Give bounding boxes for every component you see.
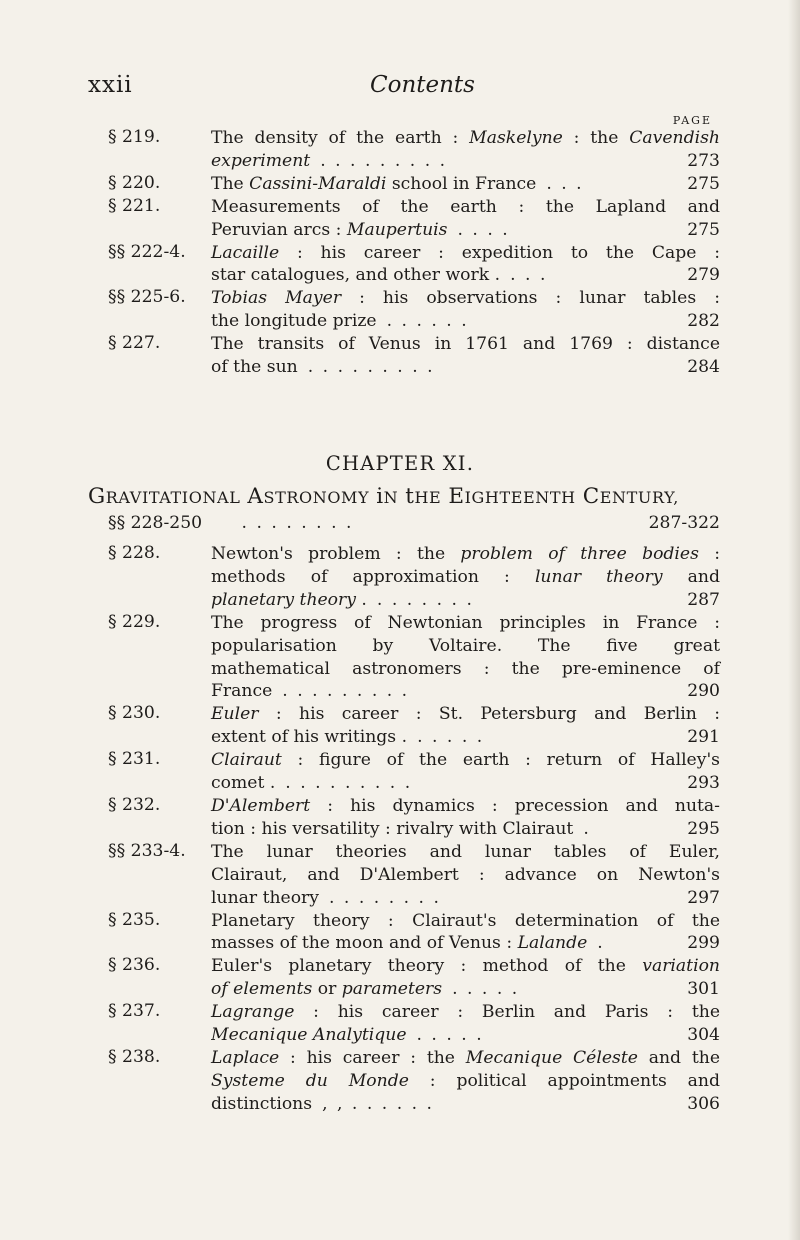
page-number: 273 (681, 150, 720, 173)
page-number: 297 (681, 887, 720, 910)
page-folio: xxii (88, 72, 133, 98)
leader-dots: . . . . . . . . . (285, 773, 413, 794)
entry-description (108, 703, 720, 749)
entry-description (108, 196, 720, 242)
entry-line-text: tion : his versatility : rivalry with Clairaut (211, 818, 574, 839)
leader-dots: . . . . . (416, 1025, 484, 1046)
leader-dots: . . . . . . . . . (320, 150, 448, 171)
section-number: § 237. (108, 1001, 161, 1022)
chapter-heading: CHAPTER XI. (325, 452, 475, 475)
entry-line-text: The transits of Venus in 1761 and 1769 : distance (211, 334, 720, 355)
entry-line (211, 795, 720, 818)
entry-line-text: distinctions (211, 1093, 313, 1114)
toc-entry (108, 703, 720, 749)
entry-description (108, 749, 720, 795)
section-number: § 236. (108, 955, 161, 976)
page-number: 293 (681, 772, 720, 795)
entry-line-text: D'Alembert : his dynamics : precession and nuta- (211, 795, 720, 816)
page-number: 282 (681, 310, 720, 333)
entry-line-text: extent of his writings . (211, 727, 408, 748)
entry-last-line (211, 887, 720, 910)
entry-last-line (211, 1093, 720, 1116)
section-number: § 221. (108, 195, 161, 216)
entry-line (211, 543, 720, 566)
entry-last-line (211, 680, 720, 703)
entry-last-line (211, 932, 720, 955)
entry-line (211, 287, 720, 310)
entry-last-line (211, 726, 720, 749)
entry-description (108, 955, 720, 1001)
entry-line-text: France (211, 681, 273, 702)
entry-line (211, 658, 720, 681)
entry-line (211, 333, 720, 356)
entry-description (108, 910, 720, 956)
toc-entry (108, 196, 720, 242)
entry-line (211, 910, 720, 933)
leader-dots: . . . (546, 173, 584, 194)
page-number: 295 (681, 818, 720, 841)
toc-entry (108, 841, 720, 910)
entry-line-text: popularisation by Voltaire. The five great (211, 635, 720, 656)
entry-line-text: mathematical astronomers : the pre-eminence of (211, 658, 720, 679)
entry-line-text: Tobias Mayer : his observations : lunar tables : (211, 288, 720, 309)
entry-description (108, 287, 720, 333)
section-number: § 230. (108, 703, 161, 724)
entry-description (108, 841, 720, 910)
entry-last-line (211, 589, 720, 612)
page-number: 304 (681, 1024, 720, 1047)
entry-last-line (211, 772, 720, 795)
toc-entry (108, 173, 720, 196)
entry-line (211, 864, 720, 887)
chapter-range (108, 513, 720, 533)
entry-line-text: Euler : his career : St. Petersburg and Berlin : (211, 704, 720, 725)
page-number: 275 (681, 173, 720, 196)
entry-line (211, 242, 720, 265)
page-edge (788, 0, 800, 1240)
toc-entry (108, 127, 720, 173)
section-number: §§ 222-4. (108, 241, 186, 262)
entry-last-line (211, 356, 720, 379)
section-number: § 231. (108, 749, 161, 770)
entry-line-text: The progress of Newtonian principles in France : (211, 612, 720, 633)
entry-line-text: Clairaut : figure of the earth : return of Halley's (211, 750, 720, 771)
entry-line (211, 566, 720, 589)
chapter-title: GRAVITATIONAL ASTRONOMY iN tHE EIGHTEENTH CENTURY, (88, 484, 679, 509)
entry-line-text: The density of the earth : Maskelyne : the Cavendish (211, 128, 720, 148)
toc-entry (108, 287, 720, 333)
entry-line-text: star catalogues, and other work . (211, 265, 501, 286)
leader-dots: . (583, 818, 591, 839)
toc-entry (108, 955, 720, 1001)
entry-line-text: of the sun (211, 357, 298, 378)
page-number: 299 (681, 932, 720, 955)
page-number: 275 (681, 219, 720, 242)
toc-entry (108, 333, 720, 379)
contents-list-top (108, 127, 720, 379)
leader-dots: . . . . . (452, 979, 520, 1000)
leader-dots: . . . . . (417, 727, 485, 748)
entry-line-text: Lacaille : his career : expedition to the Cape : (211, 242, 720, 263)
entry-line-text: Laplace : his career : the Mecanique Céleste and the (211, 1047, 721, 1068)
entry-line (211, 955, 720, 978)
entry-last-line (211, 818, 720, 841)
entry-line-text: planetary theory . (211, 589, 367, 610)
entry-line-text: the longitude prize (211, 311, 377, 332)
toc-entry (108, 242, 720, 288)
section-number: § 229. (108, 611, 161, 632)
entry-last-line (211, 173, 720, 196)
toc-entry (108, 1001, 720, 1047)
chapter-range-dots: . . . . . . . . (241, 513, 354, 533)
page-number: 287 (681, 589, 720, 612)
entry-line (211, 749, 720, 772)
entry-last-line (211, 978, 720, 1001)
entry-line-text: Systeme du Monde : political appointments and (211, 1070, 720, 1091)
page-number: 290 (681, 680, 720, 703)
toc-entry (108, 749, 720, 795)
toc-entry (108, 795, 720, 841)
chapter-range-pages: 287-322 (648, 513, 720, 533)
entry-line-text: Euler's planetary theory : method of the variation (211, 956, 720, 977)
entry-line (211, 635, 720, 658)
entry-description (108, 127, 720, 173)
leader-dots: . . . . (457, 219, 510, 240)
entry-description (108, 242, 720, 288)
section-number: §§ 225-6. (108, 287, 186, 308)
entry-last-line (211, 219, 720, 242)
section-number: § 228. (108, 543, 161, 563)
section-number: § 219. (108, 127, 161, 147)
entry-description (108, 173, 720, 196)
entry-last-line (211, 264, 720, 287)
entry-line-text: experiment (211, 150, 311, 171)
entry-line-text: comet . (211, 773, 276, 794)
running-title: Contents (370, 72, 475, 98)
entry-line-text: Newton's problem : the problem of three bodies : (211, 544, 720, 564)
entry-last-line (211, 150, 720, 173)
toc-entry (108, 910, 720, 956)
page-number: 306 (681, 1093, 720, 1116)
toc-entry (108, 543, 720, 612)
entry-line (211, 703, 720, 726)
entry-description (108, 795, 720, 841)
page-number: 279 (681, 264, 720, 287)
entry-line-text: Peruvian arcs : Maupertuis (211, 219, 448, 240)
page-number: 301 (681, 978, 720, 1001)
contents-list-chapter (108, 543, 720, 1116)
chapter-range-sections: §§ 228-250 (108, 513, 203, 533)
entry-description (108, 333, 720, 379)
entry-line-text: Clairaut, and D'Alembert : advance on Newton's (211, 864, 720, 885)
leader-dots: . (597, 933, 605, 954)
page-column-label: PAGE (672, 114, 712, 127)
entry-line (211, 127, 720, 150)
entry-line (211, 841, 720, 864)
leader-dots: . . . (510, 265, 548, 286)
entry-line-text: Mecanique Analytique (211, 1025, 407, 1046)
section-number: § 227. (108, 333, 161, 354)
entry-line (211, 1001, 720, 1024)
entry-line-text: The lunar theories and lunar tables of Euler, (211, 841, 720, 862)
section-number: § 232. (108, 794, 161, 815)
entry-line (211, 612, 720, 635)
leader-dots: , , . . . . . . (322, 1093, 435, 1114)
leader-dots: . . . . . . (386, 311, 469, 332)
entry-last-line (211, 1024, 720, 1047)
page-number: 284 (681, 356, 720, 379)
entry-line (211, 196, 720, 219)
entry-line (211, 1047, 720, 1070)
leader-dots: . . . . . . . . . (282, 681, 410, 702)
entry-last-line (211, 310, 720, 333)
section-number: § 235. (108, 909, 161, 930)
entry-line-text: Measurements of the earth : the Lapland and (211, 196, 720, 217)
page-number: 291 (681, 726, 720, 749)
entry-line-text: Lagrange : his career : Berlin and Paris : the (211, 1002, 720, 1023)
entry-line-text: of elements or parameters (211, 979, 443, 1000)
leader-dots: . . . . . . . . (328, 887, 441, 908)
toc-entry (108, 1047, 720, 1116)
entry-description (108, 1001, 720, 1047)
entry-line (211, 1070, 720, 1093)
section-number: § 220. (108, 172, 161, 193)
section-number: §§ 233-4. (108, 840, 186, 861)
entry-line-text: Planetary theory : Clairaut's determination of the (211, 910, 720, 931)
entry-line-text: masses of the moon and of Venus : Lalande (211, 933, 588, 954)
entry-description (108, 612, 720, 704)
entry-description (108, 543, 720, 612)
toc-entry (108, 612, 720, 704)
section-number: § 238. (108, 1046, 161, 1067)
leader-dots: . . . . . . . . . (307, 357, 435, 378)
entry-description (108, 1047, 720, 1116)
entry-line-text: lunar theory (211, 887, 319, 908)
entry-line-text: The Cassini-Maraldi school in France (211, 173, 537, 194)
running-header (88, 72, 712, 127)
entry-line-text: methods of approximation : lunar theory and (211, 566, 721, 587)
leader-dots: . . . . . . . (376, 589, 474, 610)
